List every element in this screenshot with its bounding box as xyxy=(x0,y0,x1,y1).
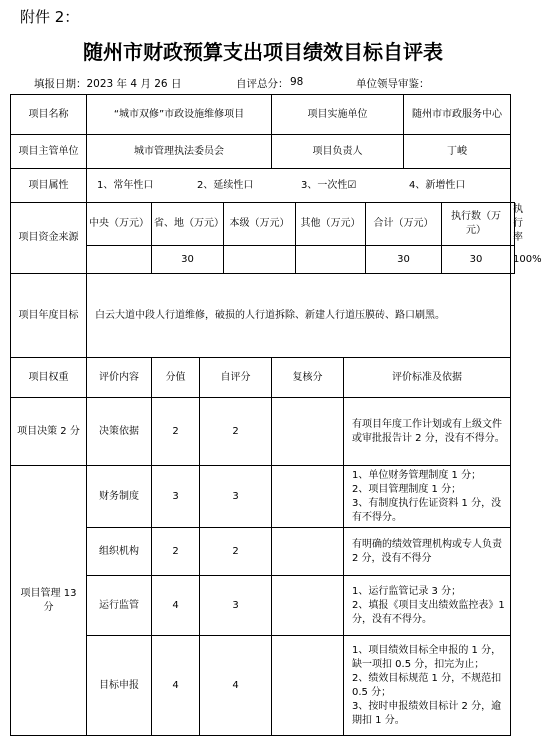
supervisor: 城市管理执法委员会 xyxy=(87,135,272,169)
criteria-line: 3、按时申报绩效目标计 2 分，逾期扣 1 分。 xyxy=(352,700,502,726)
score-cell: 4 xyxy=(152,636,200,736)
criteria-cell: 有项目年度工作计划或有上级文件或审批报告计 2 分，没有不得分。 xyxy=(344,398,511,466)
supervisor-label: 项目主管单位 xyxy=(11,135,87,169)
score-cell: 2 xyxy=(152,528,200,576)
self-score-cell: 4 xyxy=(200,636,272,736)
fund-value xyxy=(224,246,296,274)
score-cell: 4 xyxy=(152,576,200,636)
self-header: 自评分 xyxy=(200,358,272,398)
recheck-cell xyxy=(272,398,344,466)
recheck-cell xyxy=(272,636,344,736)
recheck-cell xyxy=(272,466,344,528)
criteria-line: 3、有制度执行佐证资料 1 分，没有不得分。 xyxy=(352,497,502,523)
fund-header: 执行率 xyxy=(511,203,515,246)
self-score-cell: 3 xyxy=(200,576,272,636)
weight-header: 项目权重 xyxy=(11,358,87,398)
recheck-cell xyxy=(272,528,344,576)
fund-label: 项目资金来源 xyxy=(11,203,87,274)
criteria-cell: 有明确的绩效管理机构或专人负责 2 分，没有不得分 xyxy=(344,528,511,576)
impl-unit: 随州市市政服务中心 xyxy=(404,95,511,135)
goal-text: 白云大道中段人行道维修，破损的人行道拆除、新建人行道压膜砖、路口刷黑。 xyxy=(87,274,511,358)
criteria-line: 2、绩效目标规范 1 分，不规范扣 0.5 分； xyxy=(352,672,502,698)
fund-header: 合计（万元） xyxy=(366,203,442,246)
manager-label: 项目负责人 xyxy=(272,135,404,169)
evaluation-table xyxy=(10,94,542,736)
criteria-line: 2、项目管理制度 1 分； xyxy=(352,483,462,495)
content-cell: 目标申报 xyxy=(87,636,152,736)
fund-value: 30 xyxy=(366,246,442,274)
score-cell: 2 xyxy=(152,398,200,466)
total-score: 98 xyxy=(290,76,304,88)
fund-value: 30 xyxy=(442,246,511,274)
criteria-line: 2、填报《项目支出绩效监控表》1 分，没有不得分。 xyxy=(352,599,505,625)
project-name: “城市双修”市政设施维修项目 xyxy=(87,95,272,135)
criteria-cell xyxy=(344,576,511,636)
attachment-label: 附件 2： xyxy=(20,8,80,26)
criteria-cell xyxy=(344,636,511,736)
content-cell: 决策依据 xyxy=(87,398,152,466)
group-management: 项目管理 13 分 xyxy=(11,466,87,736)
attr-option: 3、一次性☑ xyxy=(301,179,357,191)
goal-label: 项目年度目标 xyxy=(11,274,87,358)
self-score-cell: 2 xyxy=(200,528,272,576)
leader-sign-label: 单位领导审鉴： xyxy=(356,78,430,90)
attr-option: 2、延续性口 xyxy=(197,179,254,191)
group-decision: 项目决策 2 分 xyxy=(11,398,87,466)
content-cell: 运行监管 xyxy=(87,576,152,636)
criteria-cell xyxy=(344,466,511,528)
impl-unit-label: 项目实施单位 xyxy=(272,95,404,135)
score-cell: 3 xyxy=(152,466,200,528)
manager: 丁峻 xyxy=(404,135,511,169)
fund-value: 100% xyxy=(511,246,515,274)
recheck-cell xyxy=(272,576,344,636)
criteria-header: 评价标准及依据 xyxy=(344,358,511,398)
content-cell: 财务制度 xyxy=(87,466,152,528)
fund-header: 其他（万元） xyxy=(296,203,366,246)
page-title: 随州市财政预算支出项目绩效目标自评表 xyxy=(83,40,443,64)
fill-date: 填报日期：2023 年 4 月 26 日 xyxy=(34,78,182,90)
fund-value xyxy=(296,246,366,274)
fund-header: 执行数（万元） xyxy=(442,203,511,246)
criteria-line: 1、运行监管记录 3 分； xyxy=(352,585,462,597)
self-score-cell: 3 xyxy=(200,466,272,528)
criteria-line: 1、项目绩效目标全申报的 1 分，缺一项扣 0.5 分，扣完为止； xyxy=(352,644,502,670)
score-header: 分值 xyxy=(152,358,200,398)
total-score-label: 自评总分： xyxy=(236,78,289,90)
content-header: 评价内容 xyxy=(87,358,152,398)
fund-value: 30 xyxy=(152,246,224,274)
fund-header: 省、地（万元） xyxy=(152,203,224,246)
attr-option: 1、常年性口 xyxy=(97,179,154,191)
criteria-line: 1、单位财务管理制度 1 分； xyxy=(352,469,482,481)
attr-option: 4、新增性口 xyxy=(409,179,466,191)
self-score-cell: 2 xyxy=(200,398,272,466)
recheck-header: 复核分 xyxy=(272,358,344,398)
content-cell: 组织机构 xyxy=(87,528,152,576)
project-name-label: 项目名称 xyxy=(11,95,87,135)
attr-options xyxy=(87,169,511,203)
fund-header: 中央（万元） xyxy=(87,203,152,246)
fund-header: 本级（万元） xyxy=(224,203,296,246)
attr-label: 项目属性 xyxy=(11,169,87,203)
fund-value xyxy=(87,246,152,274)
